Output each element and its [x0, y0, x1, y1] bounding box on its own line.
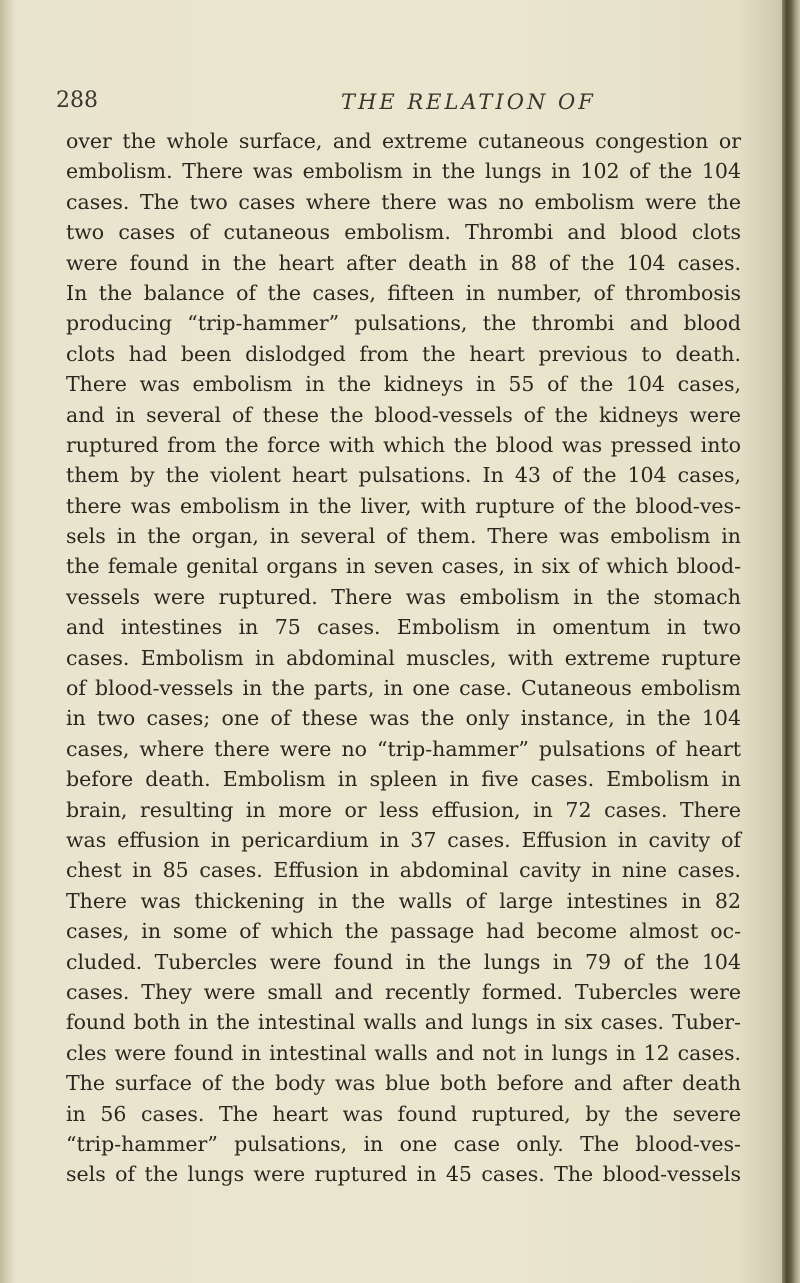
text-line: There was thickening in the walls of large intestines in 82 — [66, 888, 741, 913]
text-line: cles were found in intestinal walls and not in lungs in 12 cases. — [66, 1040, 741, 1065]
text-line: The surface of the body was blue both before and after death — [66, 1071, 741, 1096]
text-line: the female genital organs in seven cases, in six of which blood- — [66, 554, 741, 579]
text-line: in two cases; one of these was the only instance, in the 104 — [66, 706, 741, 731]
text-line: before death. Embolism in spleen in five cases. Embolism in — [66, 767, 741, 792]
text-line: clots had been dislodged from the heart previous to death. — [66, 341, 741, 366]
text-line: cases, in some of which the passage had become almost oc- — [66, 919, 741, 944]
text-line: cases, where there were no “trip-hammer” pulsations of heart — [66, 736, 741, 761]
text-line: cases. Embolism in abdominal muscles, with extreme rupture — [66, 645, 741, 670]
text-line: sels in the organ, in several of them. There was embolism in — [66, 524, 741, 549]
text-line: ruptured from the force with which the blood was pressed into — [66, 432, 741, 457]
text-line: there was embolism in the liver, with rupture of the blood-ves- — [66, 493, 741, 518]
text-line: sels of the lungs were ruptured in 45 cases. The blood-vessels — [66, 1162, 741, 1187]
text-line: chest in 85 cases. Effusion in abdominal cavity in nine cases. — [66, 858, 741, 883]
text-line: in 56 cases. The heart was found ruptured, by the severe — [66, 1101, 741, 1126]
text-line: them by the violent heart pulsations. In 43 of the 104 cases, — [66, 463, 741, 488]
text-line: cluded. Tubercles were found in the lungs in 79 of the 104 — [66, 949, 741, 974]
text-line: vessels were ruptured. There was embolism in the stomach — [66, 584, 741, 609]
text-line: producing “trip-hammer” pulsations, the thrombi and blood — [66, 311, 741, 336]
text-line: “trip-hammer” pulsations, in one case only. The blood-ves- — [66, 1131, 741, 1156]
text-line: was effusion in pericardium in 37 cases. Effusion in cavity of — [66, 827, 741, 852]
text-line: over the whole surface, and extreme cutaneous congestion or — [66, 129, 741, 153]
text-line: were found in the heart after death in 88 of the 104 cases. — [66, 250, 741, 275]
text-line: and intestines in 75 cases. Embolism in omentum in two — [66, 615, 741, 640]
text-line: found both in the intestinal walls and lungs in six cases. Tuber- — [66, 1010, 741, 1035]
text-line: cases. The two cases where there was no embolism were the — [66, 189, 741, 214]
book-gutter — [782, 0, 800, 1283]
text-line: two cases of cutaneous embolism. Thrombi and blood clots — [66, 220, 741, 245]
running-head: THE RELATION OF — [341, 90, 596, 114]
text-line: cases. They were small and recently formed. Tubercles were — [66, 979, 741, 1004]
page-number: 288 — [56, 88, 98, 113]
text-line: and in several of these the blood-vessels of the kidneys were — [66, 402, 741, 427]
page-edge-shadow — [0, 0, 14, 1283]
page-header — [56, 88, 696, 122]
body-text — [66, 126, 741, 1190]
text-line: brain, resulting in more or less effusion, in 72 cases. There — [66, 797, 741, 822]
text-line: of blood-vessels in the parts, in one case. Cutaneous embolism — [66, 676, 741, 701]
text-line: In the balance of the cases, fifteen in number, of thrombosis — [66, 280, 741, 305]
text-line: There was embolism in the kidneys in 55 of the 104 cases, — [66, 372, 741, 397]
text-line: embolism. There was embolism in the lungs in 102 of the 104 — [66, 159, 741, 184]
